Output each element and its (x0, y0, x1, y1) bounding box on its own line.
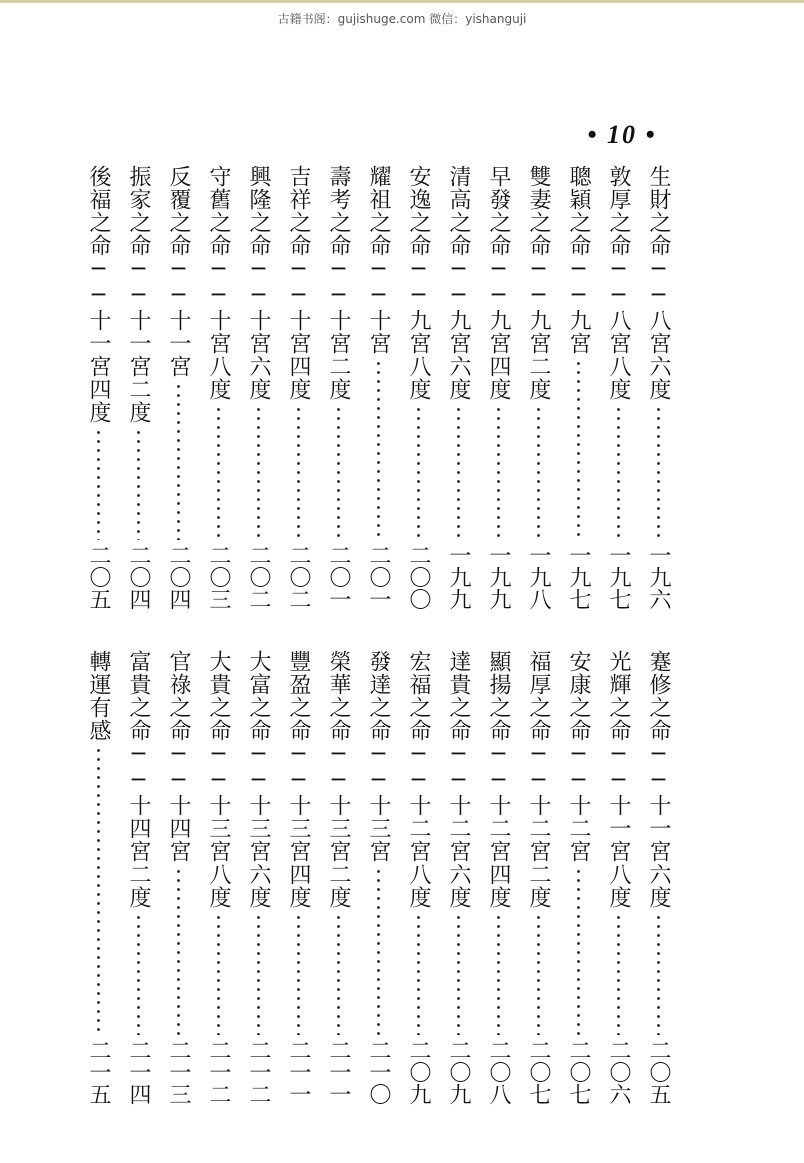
toc-entry-page: 二〇六 (606, 1039, 631, 1105)
toc-entry[interactable] (638, 165, 678, 610)
toc-entry-title: 清高之命──九宮六度 (446, 165, 471, 401)
toc-entry-title: 光輝之命──十一宮八度 (606, 650, 631, 909)
toc-entry-page: 一九七 (566, 544, 591, 610)
dot-leader (337, 913, 340, 1035)
toc-entry-title: 後福之命──十一宮四度 (86, 165, 111, 424)
toc-lower-block (78, 650, 678, 1105)
toc-entry[interactable] (358, 650, 398, 1105)
toc-entry-title: 壽考之命──十宮二度 (326, 165, 351, 401)
toc-entry-title: 福厚之命──十二宮二度 (526, 650, 551, 909)
toc-entry-page: 二〇二 (246, 544, 271, 610)
toc-entry-title: 官祿之命──十四宮 (166, 650, 191, 863)
toc-entry[interactable] (438, 650, 478, 1105)
dot-leader (457, 913, 460, 1035)
toc-entry[interactable] (158, 165, 198, 610)
toc-entry-page: 二〇三 (206, 544, 231, 610)
toc-entry-page: 一九八 (526, 544, 551, 610)
toc-entry[interactable] (558, 650, 598, 1105)
toc-entry-page: 二〇五 (646, 1039, 671, 1105)
toc-entry-page: 二〇二 (286, 544, 311, 610)
toc-entry-page: 二〇一 (326, 544, 351, 610)
toc-entry-page: 二〇一 (366, 544, 391, 610)
toc-entry-page: 二〇七 (566, 1039, 591, 1105)
toc-entry[interactable] (78, 165, 118, 610)
toc-entry[interactable] (598, 165, 638, 610)
page-number: • 10 • (587, 120, 657, 149)
toc-entry-title: 豐盈之命──十三宮四度 (286, 650, 311, 909)
dot-leader (417, 913, 420, 1035)
toc-entry-title: 振家之命──十一宮二度 (126, 165, 151, 424)
toc-entry-title: 反覆之命──十一宮 (166, 165, 191, 378)
dot-leader (417, 405, 420, 540)
toc-entry[interactable] (318, 165, 358, 610)
toc-entry-title: 富貴之命──十四宮二度 (126, 650, 151, 909)
toc-entry[interactable] (638, 650, 678, 1105)
toc-entry-title: 聰穎之命──九宮 (566, 165, 591, 355)
dot-leader (377, 359, 380, 540)
toc-entry[interactable] (118, 165, 158, 610)
toc-entry-title: 大富之命──十三宮六度 (246, 650, 271, 909)
toc-upper-block (78, 165, 678, 610)
toc-entry-title: 宏福之命──十二宮八度 (406, 650, 431, 909)
toc-entry-page: 二一一 (286, 1039, 311, 1105)
toc-entry[interactable] (478, 650, 518, 1105)
toc-entry-page: 一九九 (446, 544, 471, 610)
toc-entry-page: 一九六 (646, 544, 671, 610)
toc-entry[interactable] (398, 650, 438, 1105)
toc-entry-page: 一九九 (486, 544, 511, 610)
toc-entry[interactable] (438, 165, 478, 610)
toc-entry-title: 顯揚之命──十二宮四度 (486, 650, 511, 909)
top-border (0, 0, 804, 3)
toc-entry-page: 二〇五 (86, 544, 111, 610)
dot-leader (497, 405, 500, 540)
dot-leader (217, 405, 220, 540)
toc-entry[interactable] (398, 165, 438, 610)
toc-entry-title: 安康之命──十二宮 (566, 650, 591, 863)
toc-entry-title: 生財之命──八宮六度 (646, 165, 671, 401)
toc-entry-title: 達貴之命──十二宮六度 (446, 650, 471, 909)
toc-entry-page: 二〇四 (166, 544, 191, 610)
toc-entry-page: 二〇九 (446, 1039, 471, 1105)
toc-entry-title: 雙妻之命──九宮二度 (526, 165, 551, 401)
toc-entry-page: 二一二 (206, 1039, 231, 1105)
toc-entry-title: 大貴之命──十三宮八度 (206, 650, 231, 909)
dot-leader (457, 405, 460, 540)
dot-leader (137, 428, 140, 540)
toc-entry-page: 一九七 (606, 544, 631, 610)
dot-leader (337, 405, 340, 540)
toc-entry-title: 興隆之命──十宮六度 (246, 165, 271, 401)
toc-entry-page: 二一三 (166, 1039, 191, 1105)
toc-entry-page: 二一一 (326, 1039, 351, 1105)
dot-leader (577, 359, 580, 540)
toc-entry[interactable] (78, 650, 118, 1105)
toc-entry[interactable] (278, 650, 318, 1105)
toc-entry[interactable] (238, 650, 278, 1105)
toc-entry-page: 二一〇 (366, 1039, 391, 1105)
dot-leader (617, 405, 620, 540)
toc-entry[interactable] (518, 650, 558, 1105)
dot-leader (537, 405, 540, 540)
toc-entry-title: 耀祖之命──十宮 (366, 165, 391, 355)
toc-entry[interactable] (278, 165, 318, 610)
dot-leader (297, 405, 300, 540)
toc-entry-page: 二一五 (86, 1039, 111, 1105)
dot-leader (97, 746, 100, 1035)
toc-entry[interactable] (118, 650, 158, 1105)
toc-entry-page: 二〇八 (486, 1039, 511, 1105)
toc-entry[interactable] (518, 165, 558, 610)
toc-entry[interactable] (158, 650, 198, 1105)
dot-leader (657, 405, 660, 540)
toc-entry-title: 守舊之命──十宮八度 (206, 165, 231, 401)
source-header: 古籍书阁：gujishuge.com 微信：yishanguji (277, 12, 527, 26)
toc-entry[interactable] (598, 650, 638, 1105)
dot-leader (657, 913, 660, 1035)
toc-entry-title: 發達之命──十三宮 (366, 650, 391, 863)
toc-entry[interactable] (558, 165, 598, 610)
table-of-contents (78, 165, 678, 1115)
toc-entry[interactable] (358, 165, 398, 610)
toc-entry-title: 敦厚之命──八宮八度 (606, 165, 631, 401)
dot-leader (217, 913, 220, 1035)
dot-leader (577, 867, 580, 1035)
toc-entry[interactable] (198, 650, 238, 1105)
dot-leader (617, 913, 620, 1035)
toc-entry-title: 早發之命──九宮四度 (486, 165, 511, 401)
toc-entry[interactable] (318, 650, 358, 1105)
dot-leader (137, 913, 140, 1035)
toc-entry[interactable] (478, 165, 518, 610)
dot-leader (257, 913, 260, 1035)
toc-entry-title: 吉祥之命──十宮四度 (286, 165, 311, 401)
dot-leader (177, 867, 180, 1035)
toc-entry-title: 轉運有感 (86, 650, 111, 742)
toc-entry-page: 二〇四 (126, 544, 151, 610)
toc-entry-page: 二〇〇 (406, 544, 431, 610)
toc-entry[interactable] (198, 165, 238, 610)
toc-entry[interactable] (238, 165, 278, 610)
dot-leader (97, 428, 100, 540)
toc-entry-page: 二〇九 (406, 1039, 431, 1105)
toc-entry-page: 二一四 (126, 1039, 151, 1105)
dot-leader (377, 867, 380, 1035)
toc-entry-title: 蹇修之命──十一宮六度 (646, 650, 671, 909)
toc-entry-title: 安逸之命──九宮八度 (406, 165, 431, 401)
dot-leader (257, 405, 260, 540)
toc-entry-title: 榮華之命──十三宮二度 (326, 650, 351, 909)
dot-leader (537, 913, 540, 1035)
toc-entry-page: 二一二 (246, 1039, 271, 1105)
toc-entry-page: 二〇七 (526, 1039, 551, 1105)
dot-leader (497, 913, 500, 1035)
dot-leader (177, 382, 180, 540)
dot-leader (297, 913, 300, 1035)
